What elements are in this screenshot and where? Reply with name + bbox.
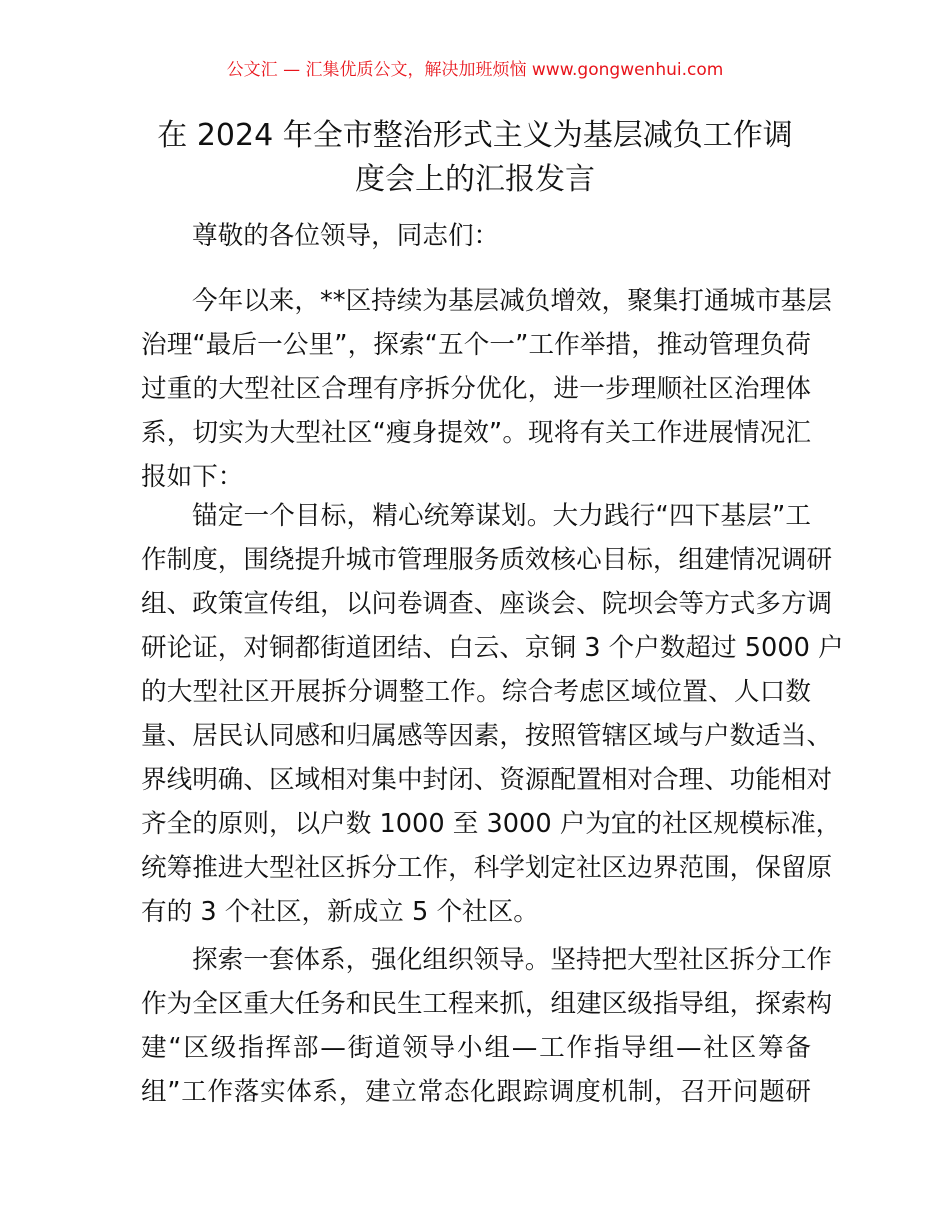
paragraph-line: 齐全的原则，以户数 1000 至 3000 户为宜的社区规模标准， xyxy=(141,809,842,839)
title-line: 在 2024 年全市整治形式主义为基层减负工作调 xyxy=(157,118,793,153)
paragraph-line: 有的 3 个社区，新成立 5 个社区。 xyxy=(141,897,539,927)
greeting-text: 尊敬的各位领导，同志们： xyxy=(192,221,500,251)
paragraph-line: 组”工作落实体系，建立常态化跟踪调度机制，召开问题研 xyxy=(141,1077,811,1107)
document-title xyxy=(130,114,820,202)
paragraph-line: 作制度，围绕提升城市管理服务质效核心目标，组建情况调研 xyxy=(141,545,833,575)
paragraph-line: 今年以来，**区持续为基层减负增效，聚集打通城市基层 xyxy=(192,286,832,316)
paragraph-line: 的大型社区开展拆分调整工作。综合考虑区域位置、人口数 xyxy=(141,677,811,707)
paragraph-line: 锚定一个目标，精心统筹谋划。大力践行“四下基层”工 xyxy=(192,501,811,531)
paragraph-line: 探索一套体系，强化组织领导。坚持把大型社区拆分工作 xyxy=(192,945,832,975)
paragraph-line: 统筹推进大型社区拆分工作，科学划定社区边界范围，保留原 xyxy=(141,853,833,883)
paragraph-3 xyxy=(141,938,833,1114)
header-watermark: 公文汇 — 汇集优质公文，解决加班烦恼 www.gongwenhui.com xyxy=(226,60,724,80)
greeting xyxy=(141,214,811,258)
paragraph-line: 作为全区重大任务和民生工程来抓，组建区级指导组，探索构 xyxy=(141,989,833,1019)
paragraph-line: 建“区级指挥部—街道领导小组—工作指导组—社区筹备 xyxy=(141,1033,811,1063)
paragraph-line: 报如下： xyxy=(141,462,244,492)
paragraph-line: 研论证，对铜都街道团结、白云、京铜 3 个户数超过 5000 户 xyxy=(141,633,844,663)
paragraph-line: 系，切实为大型社区“瘦身提效”。现将有关工作进展情况汇 xyxy=(141,418,811,448)
paragraph-1 xyxy=(141,279,832,499)
title-line: 度会上的汇报发言 xyxy=(355,162,595,197)
paragraph-line: 界线明确、区域相对集中封闭、资源配置相对合理、功能相对 xyxy=(141,765,833,795)
paragraph-2 xyxy=(141,494,844,934)
paragraph-line: 组、政策宣传组，以问卷调查、座谈会、院坝会等方式多方调 xyxy=(141,589,833,619)
paragraph-line: 治理“最后一公里”，探索“五个一”工作举措，推动管理负荷 xyxy=(141,330,811,360)
paragraph-line: 量、居民认同感和归属感等因素，按照管辖区域与户数适当、 xyxy=(141,721,833,751)
paragraph-line: 过重的大型社区合理有序拆分优化，进一步理顺社区治理体 xyxy=(141,374,811,404)
